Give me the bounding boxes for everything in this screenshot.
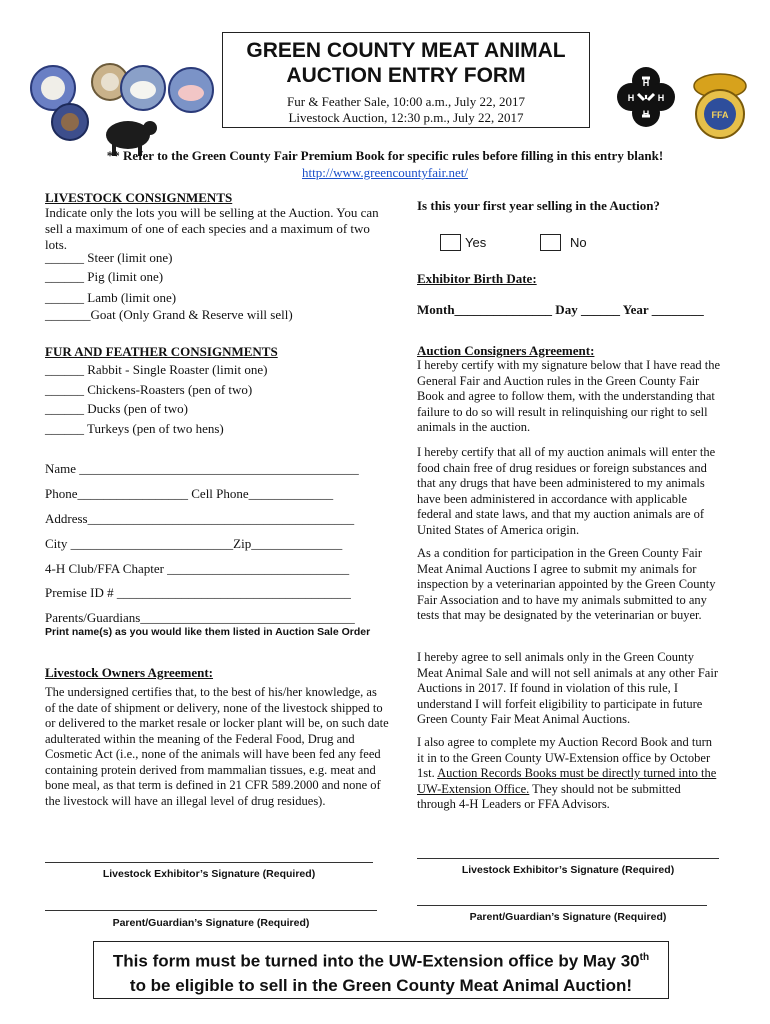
owners-agreement-heading: Livestock Owners Agreement: <box>45 665 214 680</box>
svg-text:H: H <box>657 93 665 103</box>
first-year-no-checkbox[interactable] <box>540 234 561 251</box>
first-year-question: Is this your first year selling in the Auction? <box>417 198 660 213</box>
ducks-lot-line[interactable]: ______ Ducks (pen of two) <box>45 401 188 416</box>
birth-date-label: Exhibitor Birth Date: <box>417 271 537 286</box>
print-names-note: Print name(s) as you would like them listed in Auction Sale Order <box>45 626 371 638</box>
guardian-signature-label-left: Parent/Guardian’s Signature (Required) <box>112 917 310 929</box>
guardian-signature-line-right[interactable] <box>417 905 707 906</box>
fur-feather-heading: FUR AND FEATHER CONSIGNMENTS <box>45 344 278 359</box>
livestock-auction-time: Livestock Auction, 12:30 p.m., July 22, 2017 <box>288 110 524 125</box>
goat-lot-line[interactable]: _______Goat (Only Grand & Reserve will sell) <box>45 307 293 322</box>
ffa-emblem-logo <box>688 68 752 142</box>
pig-lot-line[interactable]: ______ Pig (limit one) <box>45 269 164 284</box>
exhibitor-signature-line-left[interactable] <box>45 862 373 863</box>
consigners-paragraph-5: I also agree to complete my Auction Record Book and turn it in to the Green County UW-Extension office by October 1st. Auction Records Books must be directly turned into the UW-Extension Office. They should not be submitted through 4-H Leaders or FFA Advisors. <box>417 735 717 811</box>
animal-logo-cluster <box>28 60 218 160</box>
livestock-consignments-intro: Indicate only the lots you will be selling at the Auction. You can sell a maximum of one of each species and a maximum of two lots. <box>45 205 379 252</box>
fur-feather-sale-time: Fur & Feather Sale, 10:00 a.m., July 22, 2017 <box>287 94 525 109</box>
consigners-paragraph-4: I hereby agree to sell animals only in the Green County Meat Animal Sale and will not sell animals at any other Fair Auctions in 2017. If found in violation of this rule, I understand I will forfeit eligibility to participate in future Green County Fair Meat Animal Auctions. <box>417 650 718 726</box>
premise-id-field[interactable]: Premise ID # ____________________________________ <box>45 585 351 600</box>
svg-text:H: H <box>627 93 635 103</box>
parents-guardians-field[interactable]: Parents/Guardians_________________________________ <box>45 610 355 625</box>
deadline-line-1: This form must be turned into the UW-Extension office by May 30th <box>112 951 650 971</box>
four-h-clover-logo <box>616 66 676 128</box>
address-field[interactable]: Address_________________________________________ <box>45 511 355 526</box>
lamb-lot-line[interactable]: ______ Lamb (limit one) <box>45 290 177 305</box>
turkeys-lot-line[interactable]: ______ Turkeys (pen of two hens) <box>45 421 224 436</box>
phone-field[interactable]: Phone_________________ Cell Phone_____________ <box>45 486 334 501</box>
name-field[interactable]: Name ___________________________________________ <box>45 461 359 476</box>
birth-date-fields[interactable]: Month_______________ Day ______ Year ________ <box>417 302 704 317</box>
deadline-footer-box <box>93 941 669 999</box>
guardian-signature-line-left[interactable] <box>45 910 377 911</box>
exhibitor-signature-line-right[interactable] <box>417 858 719 859</box>
consigners-paragraph-2: I hereby certify that all of my auction animals will enter the food chain free of drug residues or foreign substances and that any drugs that have been administered to my animals have been administered in accordance with applicable federal and state laws, and that my auction animals are of United States of America origin. <box>417 445 716 537</box>
svg-text:H: H <box>642 109 650 119</box>
premium-book-notice: ** Refer to the Green County Fair Premium Book for specific rules before filling in this entry blank! <box>106 148 664 163</box>
first-year-yes-label: Yes <box>465 235 487 250</box>
guardian-signature-label-right: Parent/Guardian’s Signature (Required) <box>469 911 667 923</box>
chickens-lot-line[interactable]: ______ Chickens-Roasters (pen of two) <box>45 382 253 397</box>
svg-text:FFA: FFA <box>711 110 729 120</box>
form-title-box <box>222 32 590 128</box>
club-chapter-field[interactable]: 4-H Club/FFA Chapter ____________________________ <box>45 561 350 576</box>
form-title-line-2: AUCTION ENTRY FORM <box>286 64 526 87</box>
svg-text:H: H <box>642 78 650 88</box>
first-year-no-label: No <box>570 235 587 250</box>
consigners-paragraph-3: As a condition for participation in the Green County Fair Meat Animal Auctions I agree to submit my animals for inspection by a veterinarian appointed by the Green County Fair Association and to have my animals submitted to any tests that may be designated by the veterinarian or buyer. <box>417 546 716 622</box>
owners-agreement-text: The undersigned certifies that, to the best of his/her knowledge, as of the date of shipment or delivery, none of the livestock shipped to or delivered to the market resale or locker plant will be, on such date adulterated within the meaning of the Federal Food, Drug and Cosmetic Act (i.e., none of the animals will have been fed any feed containing protein derived from mammalian tissues, e.g. meat and bone meal, as that term is defined in 21 CFR 589.2000 and none of the livestock will have an illegal level of drug residues). <box>45 685 389 808</box>
form-title-line-1: GREEN COUNTY MEAT ANIMAL <box>246 39 566 62</box>
rabbit-lot-line[interactable]: ______ Rabbit - Single Roaster (limit one) <box>45 362 268 377</box>
record-book-underlined-note: Auction Records Books must be directly turned into the UW-Extension Office. <box>417 766 717 796</box>
consigners-agreement-heading: Auction Consigners Agreement: <box>417 343 595 358</box>
consigners-paragraph-1: I hereby certify with my signature below that I have read the General Fair and Auction rules in the Green County Fair Book and agree to follow them, with the understanding that failure to do so will result in relinquishing our right to sell animals in the auction. <box>417 358 721 434</box>
exhibitor-signature-label-left: Livestock Exhibitor’s Signature (Required) <box>102 868 316 880</box>
livestock-consignments-heading: LIVESTOCK CONSIGNMENTS <box>45 190 233 205</box>
steer-lot-line[interactable]: ______ Steer (limit one) <box>45 250 173 265</box>
city-zip-field[interactable]: City _________________________Zip______________ <box>45 536 343 551</box>
county-fair-link[interactable]: http://www.greencountyfair.net/ <box>302 165 468 180</box>
first-year-yes-checkbox[interactable] <box>440 234 461 251</box>
deadline-line-2: to be eligible to sell in the Green County Meat Animal Auction! <box>129 975 633 995</box>
exhibitor-signature-label-right: Livestock Exhibitor’s Signature (Required) <box>461 864 675 876</box>
